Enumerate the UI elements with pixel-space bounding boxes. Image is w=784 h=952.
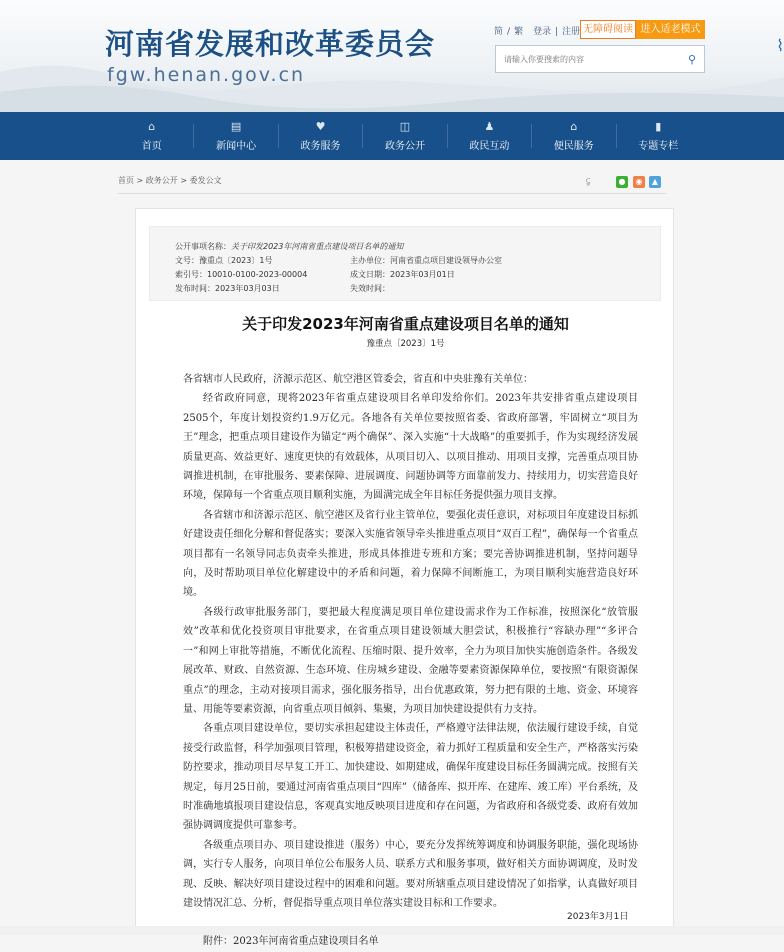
site-domain: fgw.henan.gov.cn [107, 64, 306, 86]
info-label: 主办单位： [350, 256, 390, 265]
article-title: 关于印发2023年河南省重点建设项目名单的通知 [242, 315, 569, 333]
paragraph: 经省政府同意，现将2023年省重点建设项目名单印发给你们。2023年共安排省重点建设项目2505个，年度计划投资约1.9万亿元。各地各有关单位要按照省委、省政府部署，牢固树立“项目为王”理念，把重点项目建设作为锚定“两个确保”、深入实施“十大战略”的重要抓手，作为实现经济发展质量更高、效益更好、速度更快的有效载体，从项目切入、以项目推动、用项目支撑，完善重点项目协调推进机制，在审批服务、要素保障、进展调度、问题协调等方面靠前发力、持续用力，切实营造良好环境，保障每一个省重点项目顺利实施，为圆满完成全年目标任务提供强力项目支撑。 [183, 393, 638, 502]
nav-item-home[interactable] [110, 119, 194, 152]
info-label: 成文日期： [350, 270, 390, 279]
site-header [0, 0, 784, 112]
breadcrumb-current[interactable]: 委发公文 [189, 176, 222, 185]
doc-number: 豫重点〔2023〕1号 [366, 339, 445, 349]
house-icon: ⌂ [570, 119, 578, 133]
nav-item-special-topics[interactable] [617, 119, 700, 152]
paragraph: 各省辖市和济源示范区、航空港区及省行业主管单位，要强化责任意识，对标项目年度建设目标抓好建设责任细化分解和督促落实；要深入实施省领导牵头推进重点项目“双百工程”，确保每一个省重点项目都有一名领导同志负责牵头推进，形成具体推进专班和方案；要完善协调推进机制，坚持问题导向，及时帮助项目单位化解建设中的矛盾和问题，着力保障不间断施工，为项目顺利实施营造良好环境。 [183, 509, 638, 599]
article-body [183, 370, 638, 952]
book-icon: ◫ [399, 119, 411, 133]
wechat-icon[interactable]: ● [616, 176, 628, 188]
heart-icon: ♥ [315, 119, 326, 133]
document-icon: ▤ [230, 119, 242, 133]
info-label: 索引号： [175, 270, 207, 279]
article-date: 2023年3月1日 [567, 912, 629, 922]
lang-traditional-link[interactable]: 繁 [514, 27, 524, 37]
nav-item-news[interactable] [194, 119, 278, 152]
login-link[interactable]: 登录 [533, 27, 552, 37]
bird-icon: ⌇ [776, 36, 784, 55]
search-input[interactable] [504, 55, 688, 64]
nav-item-interaction[interactable] [448, 119, 532, 152]
info-box [149, 226, 661, 301]
separator: | [555, 27, 559, 37]
info-value: 2023年03月01日 [390, 270, 455, 279]
breadcrumb-sep: > [136, 176, 144, 185]
home-icon: ⌂ [148, 119, 156, 133]
info-label: 公开事项名称： [175, 242, 231, 251]
register-link[interactable]: 注册 [562, 27, 581, 37]
info-label: 发布时间： [175, 284, 215, 293]
info-value: 2023年03月03日 [215, 284, 280, 293]
nav-item-public-service[interactable] [532, 119, 616, 152]
accessible-reading-button[interactable]: 无障碍阅读 [580, 20, 636, 39]
search-icon[interactable]: ⚲ [687, 52, 696, 66]
nav-label: 首页 [141, 140, 162, 152]
nav-label: 专题专栏 [638, 140, 679, 152]
nav-label: 便民服务 [553, 140, 594, 152]
info-label: 文号： [175, 256, 199, 265]
nav-label: 政务服务 [300, 140, 341, 152]
breadcrumb-home[interactable]: 首页 [118, 176, 134, 185]
paragraph: 各级重点项目办、项目建设推进（服务）中心，要充分发挥统筹调度和协调服务职能，强化现场协调，实行专人服务，向项目单位公布服务人员、联系方式和服务事项，做好相关方面协调调度，及时发现、反映、解决好项目建设过程中的困难和问题。要对所辖重点项目建设情况了如指掌，认真做好项目建设情况汇总、分析，督促指导重点项目单位落实建设目标和工作要求。 [183, 839, 638, 909]
site-logo-title[interactable]: 河南省发展和改革委员会 [105, 27, 436, 61]
elderly-mode-button[interactable]: 进入适老模式 [636, 20, 705, 39]
main-nav [0, 112, 784, 160]
nav-label: 新闻中心 [216, 140, 257, 152]
info-value: 关于印发2023年河南省重点建设项目名单的通知 [231, 242, 404, 251]
breadcrumb-sep: > [180, 176, 188, 185]
horizontal-scrollbar[interactable] [0, 926, 784, 935]
nav-item-gov-open[interactable] [363, 119, 447, 152]
attachment-link[interactable]: 附件：2023年河南省重点建设项目名单 [203, 936, 379, 948]
info-value: 豫重点〔2023〕1号 [199, 256, 273, 265]
weibo-icon[interactable]: ◉ [633, 176, 645, 188]
article-card [135, 208, 674, 948]
person-icon: ♟ [484, 119, 495, 133]
nav-label: 政民互动 [469, 140, 510, 152]
lang-simplified-link[interactable]: 简 [494, 27, 504, 37]
info-value: 10010-0100-2023-00004 [207, 270, 308, 279]
search-box [495, 45, 705, 73]
nav-item-gov-service[interactable] [279, 119, 363, 152]
salutation: 各省辖市人民政府，济源示范区、航空港区管委会，省直和中央驻豫有关单位： [183, 374, 533, 385]
nav-label: 政务公开 [384, 140, 425, 152]
share-icon[interactable]: ⫋ [586, 177, 591, 188]
qq-icon[interactable]: ▲ [649, 176, 661, 188]
breadcrumb [118, 175, 222, 186]
bookmark-icon: ▮ [655, 119, 662, 133]
info-label: 失效时间： [350, 284, 390, 293]
paragraph: 各级行政审批服务部门，要把最大程度满足项目单位建设需求作为工作标准，按照深化“放管服效”改革和优化投资项目审批要求，在省重点项目建设领域大胆尝试，积极推行“容缺办理”“多评合一”和网上审批等措施，不断优化流程、压缩时限、提升效率，全力为项目加快实施创造条件。各级发展改革、财政、自然资源、生态环境、住房城乡建设、金融等要素资源保障单位，要按照“有限资源保重点”的理念，主动对接项目需求，强化服务指导，出台优惠政策，努力把有限的土地、资金、环境容量、用能等要素资源，向省重点项目倾斜、集聚，为项目加快建设提供有力支持。 [183, 606, 638, 715]
divider [118, 193, 666, 194]
info-value: 河南省重点项目建设领导办公室 [390, 256, 502, 265]
top-links [494, 24, 584, 37]
breadcrumb-gov-open[interactable]: 政务公开 [145, 176, 178, 185]
paragraph: 各重点项目建设单位，要切实承担起建设主体责任，严格遵守法律法规，依法履行建设手续，自觉接受行政监督，科学加强项目管理，积极筹措建设资金，着力抓好工程质量和安全生产，严格落实污染防控要求，推动项目尽早复工开工、加快建设、如期建成，确保年度建设目标任务圆满完成。按照有关规定，每月25日前，要通过河南省重点项目“四库”（储备库、拟开库、在建库、竣工库）平台系统，及时准确地填报项目建设信息，客观真实地反映项目进度和存在问题，为省政府和各级党委、政府有效加强协调调度提供可靠参考。 [183, 723, 638, 832]
separator: / [507, 27, 511, 37]
